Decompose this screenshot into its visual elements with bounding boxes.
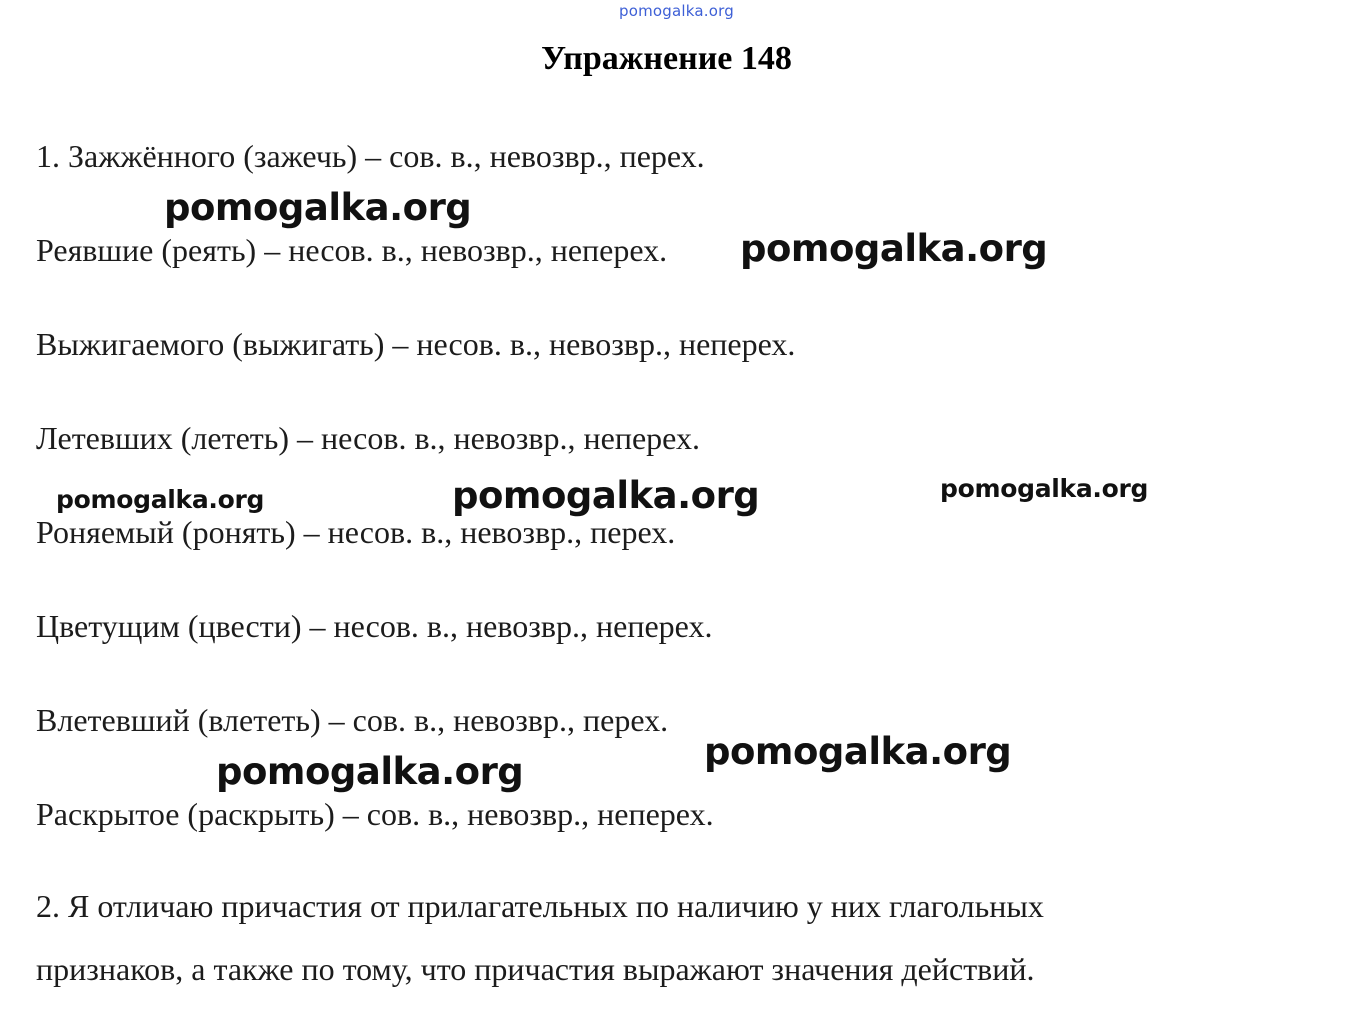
watermark: pomogalka.org bbox=[704, 730, 1012, 773]
watermark: pomogalka.org bbox=[216, 750, 524, 793]
list-item: 1. Зажжённого (зажечь) – сов. в., невозвр., перех. bbox=[36, 138, 705, 174]
watermark: pomogalka.org bbox=[940, 474, 1149, 503]
list-item: Выжигаемого (выжигать) – несов. в., невозвр., неперех. bbox=[36, 326, 796, 362]
list-item: Раскрытое (раскрыть) – сов. в., невозвр., неперех. bbox=[36, 796, 714, 832]
answer-line: 2. Я отличаю причастия от прилагательных по наличию у них глагольных bbox=[36, 888, 1044, 924]
list-item: Роняемый (ронять) – несов. в., невозвр., перех. bbox=[36, 514, 676, 550]
answer-line: признаков, а также по тому, что причастия выражают значения действий. bbox=[36, 951, 1035, 987]
watermark: pomogalka.org bbox=[740, 227, 1048, 270]
list-item: Влетевший (влететь) – сов. в., невозвр., перех. bbox=[36, 702, 669, 738]
list-item: Цветущим (цвести) – несов. в., невозвр., неперех. bbox=[36, 608, 713, 644]
watermark: pomogalka.org bbox=[164, 186, 472, 229]
watermark: pomogalka.org bbox=[452, 474, 760, 517]
list-item: Реявшие (реять) – несов. в., невозвр., неперех. bbox=[36, 232, 668, 268]
watermark: pomogalka.org bbox=[56, 485, 265, 514]
page-title: Упражнение 148 bbox=[541, 40, 792, 77]
header-watermark: pomogalka.org bbox=[619, 2, 734, 20]
list-item: Летевших (лететь) – несов. в., невозвр., неперех. bbox=[36, 420, 700, 456]
